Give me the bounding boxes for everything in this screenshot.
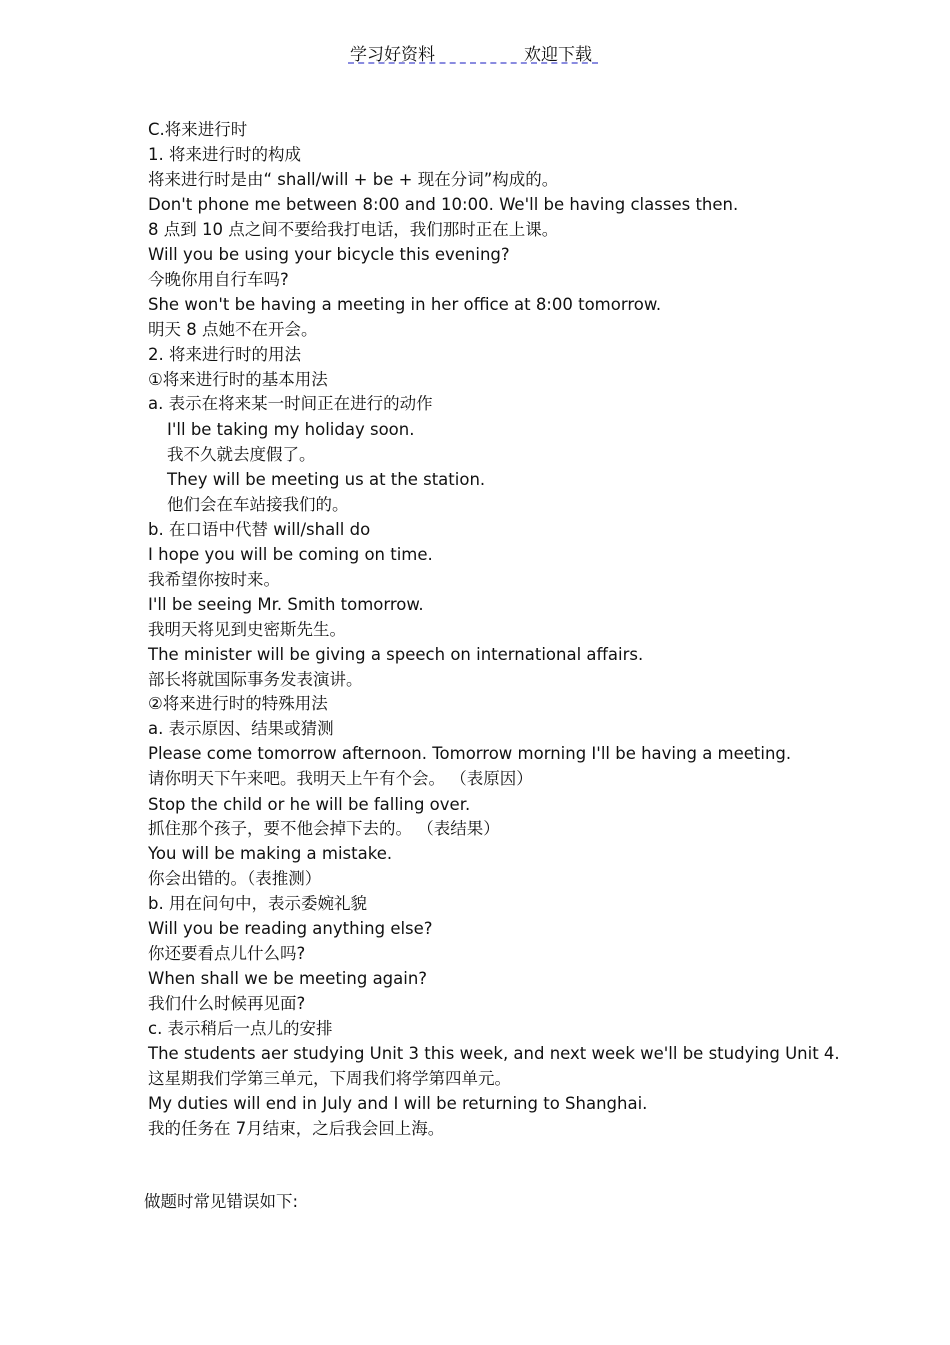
example-sentence: I'll be taking my holiday soon. — [167, 420, 415, 439]
translation: 8 点到 10 点之间不要给我打电话，我们那时正在上课。 — [148, 220, 559, 239]
translation: 我不久就去度假了。 — [167, 445, 316, 464]
example-sentence: When shall we be meeting again? — [148, 969, 428, 988]
translation: 我的任务在 7月结束，之后我会回上海。 — [148, 1119, 445, 1138]
usage-item: b. 在口语中代替 will/shall do — [148, 520, 371, 539]
example-sentence: You will be making a mistake. — [148, 844, 393, 863]
header-right-text: 欢迎下载 — [524, 45, 592, 65]
example-sentence: My duties will end in July and I will be returning to Shanghai. — [148, 1094, 648, 1113]
header-left-text: 学习好资料 — [350, 45, 435, 65]
example-sentence: I'll be seeing Mr. Smith tomorrow. — [148, 595, 424, 614]
example-sentence: They will be meeting us at the station. — [167, 470, 486, 489]
header-divider — [348, 62, 598, 64]
usage-item: c. 表示稍后一点儿的安排 — [148, 1019, 333, 1038]
example-sentence: She won't be having a meeting in her office at 8:00 tomorrow. — [148, 295, 662, 314]
translation: 他们会在车站接我们的。 — [167, 495, 349, 514]
usage-heading: ②将来进行时的特殊用法 — [148, 694, 328, 713]
example-sentence: Stop the child or he will be falling over. — [148, 795, 471, 814]
usage-item: b. 用在问句中，表示委婉礼貌 — [148, 894, 367, 913]
translation: 你会出错的。（表推测） — [148, 869, 322, 888]
usage-heading: ①将来进行时的基本用法 — [148, 370, 328, 389]
subsection-heading: 2. 将来进行时的用法 — [148, 345, 301, 364]
common-errors-heading: 做题时常见错误如下: — [144, 1192, 299, 1211]
translation: 我们什么时候再见面? — [148, 994, 306, 1013]
translation: 我希望你按时来。 — [148, 570, 280, 589]
translation: 我明天将见到史密斯先生。 — [148, 620, 346, 639]
translation: 请你明天下午来吧。我明天上午有个会。 （表原因） — [148, 769, 533, 788]
translation: 今晚你用自行车吗? — [148, 270, 289, 289]
example-sentence: Will you be reading anything else? — [148, 919, 433, 938]
example-sentence: I hope you will be coming on time. — [148, 545, 433, 564]
text-line: 将来进行时是由“ shall/will + be + 现在分词”构成的。 — [148, 170, 559, 189]
example-sentence: The students aer studying Unit 3 this week, and next week we'll be studying Unit 4. — [148, 1044, 840, 1063]
translation: 这星期我们学第三单元，下周我们将学第四单元。 — [148, 1069, 511, 1088]
example-sentence: Will you be using your bicycle this evening? — [148, 245, 510, 264]
translation: 明天 8 点她不在开会。 — [148, 320, 318, 339]
section-heading: C.将来进行时 — [148, 120, 248, 139]
translation: 你还要看点儿什么吗? — [148, 944, 306, 963]
translation: 抓住那个孩子，要不他会掉下去的。 （表结果） — [148, 819, 500, 838]
usage-item: a. 表示在将来某一时间正在进行的动作 — [148, 394, 433, 413]
example-sentence: Please come tomorrow afternoon. Tomorrow morning I'll be having a meeting. — [148, 744, 792, 763]
usage-item: a. 表示原因、结果或猜测 — [148, 719, 334, 738]
translation: 部长将就国际事务发表演讲。 — [148, 670, 363, 689]
subsection-heading: 1. 将来进行时的构成 — [148, 145, 301, 164]
example-sentence: Don't phone me between 8:00 and 10:00. We'll be having classes then. — [148, 195, 739, 214]
example-sentence: The minister will be giving a speech on international affairs. — [148, 645, 644, 664]
